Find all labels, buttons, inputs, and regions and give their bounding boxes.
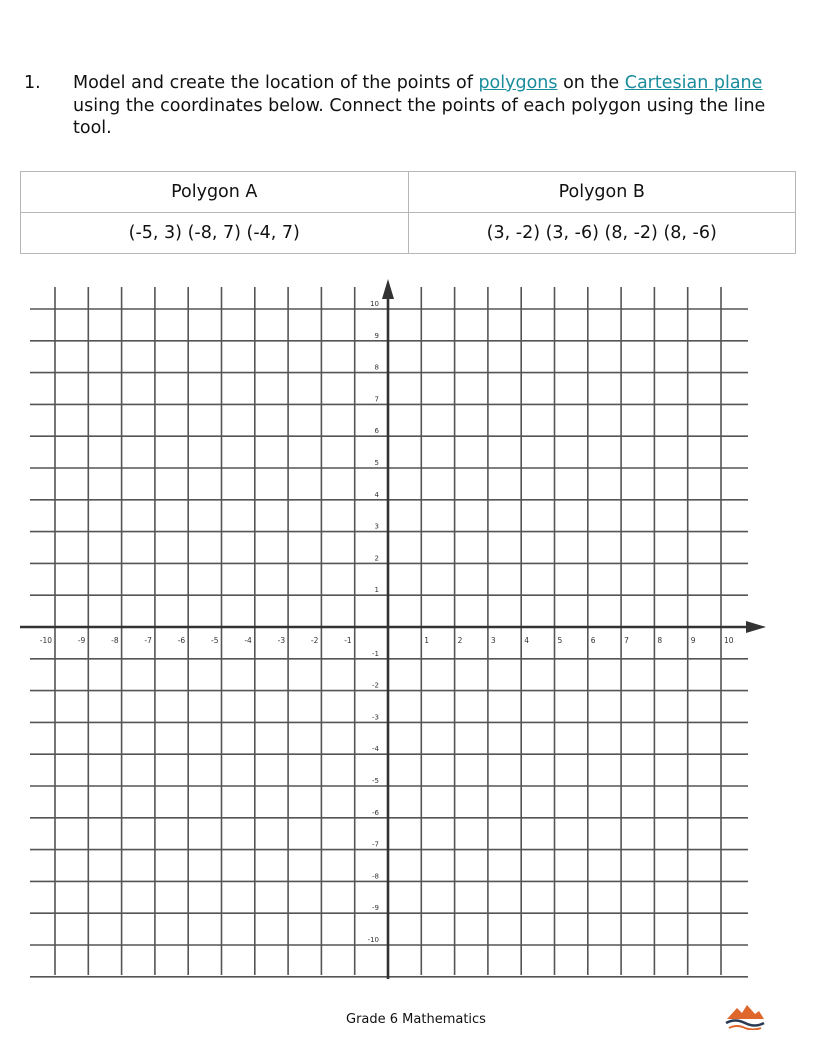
y-tick-label: -10 [367, 936, 379, 944]
x-tick-label: 6 [590, 636, 596, 645]
y-tick-label: -8 [372, 872, 379, 881]
cartesian-plane-link[interactable]: Cartesian plane [624, 73, 763, 93]
polygon-b-header: Polygon B [408, 172, 796, 213]
x-tick-label: 2 [457, 636, 463, 645]
y-tick-label: -3 [372, 713, 379, 722]
question-number: 1. [24, 73, 41, 93]
y-tick-label: -9 [372, 904, 379, 913]
x-tick-label: -5 [211, 636, 219, 645]
polygon-a-header: Polygon A [21, 172, 409, 213]
y-tick-label: -4 [372, 745, 379, 754]
y-tick-label: -7 [372, 840, 379, 849]
x-tick-label: 9 [690, 636, 696, 645]
x-tick-label: -8 [111, 636, 119, 645]
x-tick-label: -7 [144, 636, 152, 645]
x-tick-label: 1 [424, 636, 430, 645]
x-tick-label: -3 [277, 636, 286, 645]
y-axis-arrow [382, 279, 394, 299]
footer-text: Grade 6 Mathematics [346, 1012, 486, 1027]
x-tick-label: -10 [39, 636, 52, 645]
question-text-end: using the coordinates below. Connect the points of each polygon using the line tool. [73, 95, 766, 138]
x-tick-label: -6 [177, 636, 186, 645]
x-tick-label: 7 [624, 636, 629, 645]
x-tick-label: -9 [77, 636, 86, 645]
y-tick-label: -6 [372, 808, 379, 817]
x-tick-label: 10 [724, 636, 734, 645]
table-row [21, 213, 796, 254]
table-header-row [21, 172, 796, 213]
x-tick-label: 3 [490, 636, 496, 645]
question-text-middle: on the [557, 73, 625, 93]
x-tick-label: -1 [344, 636, 352, 645]
y-tick-label: 10 [370, 300, 379, 308]
polygons-link[interactable]: polygons [478, 73, 558, 93]
y-tick-label: -2 [372, 681, 379, 690]
x-tick-label: -2 [310, 636, 319, 645]
y-tick-label: -1 [372, 649, 379, 658]
y-tick-label: 4 [374, 490, 379, 499]
x-tick-label: -4 [244, 636, 252, 645]
y-tick-label: 5 [374, 459, 379, 467]
y-tick-label: 1 [374, 586, 379, 595]
cartesian-grid[interactable] [0, 275, 816, 985]
x-axis-arrow [746, 621, 766, 633]
question-text [73, 72, 773, 140]
y-tick-label: 6 [374, 427, 379, 436]
y-tick-label: -5 [372, 777, 379, 785]
polygon-b-coordinates: (3, -2) (3, -6) (8, -2) (8, -6) [408, 213, 796, 254]
publisher-logo-icon [725, 1002, 765, 1030]
x-tick-label: 4 [524, 636, 529, 645]
y-tick-label: 9 [374, 331, 379, 340]
y-tick-label: 3 [374, 522, 379, 531]
y-tick-label: 8 [374, 363, 379, 372]
y-tick-label: 7 [374, 395, 379, 404]
coordinates-table [20, 171, 796, 254]
x-tick-label: 8 [657, 636, 663, 645]
polygon-a-coordinates: (-5, 3) (-8, 7) (-4, 7) [21, 213, 409, 254]
question-text-start: Model and create the location of the points of [73, 73, 479, 93]
y-tick-label: 2 [374, 554, 379, 563]
x-tick-label: 5 [557, 636, 563, 645]
